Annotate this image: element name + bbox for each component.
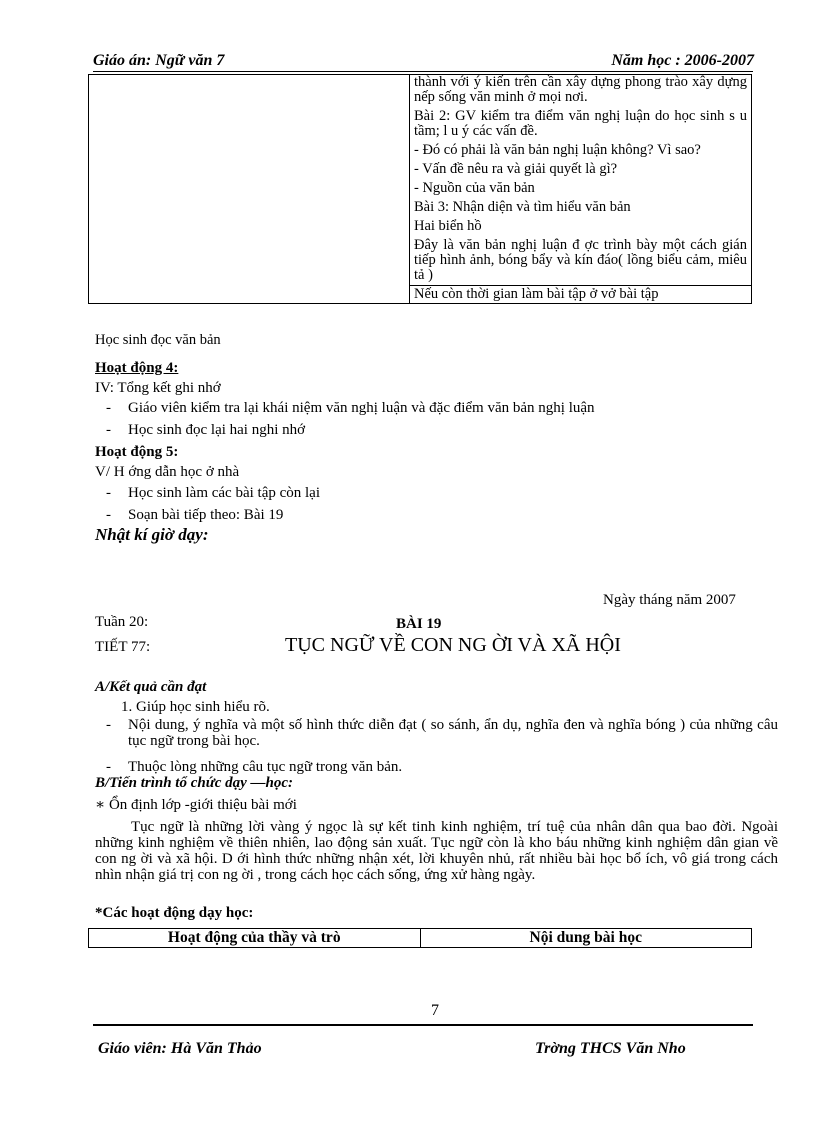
bullet-text: Học sinh làm các bài tập còn lại (128, 485, 321, 501)
stabilize-text: Ổn định lớp -giới thiệu bài mới (108, 797, 297, 813)
right-paragraph: Bài 3: Nhận diện và tìm hiểu văn bản (414, 199, 631, 215)
diary-title: Nhật kí giờ dạy: (95, 525, 209, 544)
bullet-text: Học sinh đọc lại hai nghi nhớ (128, 422, 306, 438)
bullet-dash: - (106, 759, 111, 775)
bullet-dash: - (106, 485, 111, 501)
footer-right: Trờng THCS Văn Nho (535, 1040, 686, 1057)
header-right: Năm học : 2006-2007 (611, 52, 754, 69)
lesson-number: BÀI 19 (396, 616, 442, 632)
bullet-dash: - (106, 422, 111, 438)
activities-title: *Các hoạt động dạy học: (95, 905, 254, 921)
stabilize-line (95, 795, 297, 815)
lesson-table-continued (88, 74, 752, 304)
asterisk-bullet: ∗ (95, 797, 106, 813)
right-paragraph: Hai biển hồ (414, 218, 482, 234)
table-left-text: Học sinh đọc văn bản (95, 332, 221, 348)
header-rule (93, 71, 753, 72)
table-right-last-cell (410, 286, 752, 304)
table-header-content: Nội dung bài học (420, 929, 752, 948)
bullet-text: Thuộc lòng những câu tục ngữ trong văn bản. (128, 759, 403, 775)
right-last-text: Nếu còn thời gian làm bài tập ở vở bài tập (414, 286, 659, 302)
activity4-title: Hoạt động 4: (95, 360, 179, 376)
date-line: Ngày tháng năm 2007 (603, 592, 736, 608)
lesson-title: TỤC NGỮ VỀ CON NG ỜI VÀ XÃ HỘI (285, 634, 621, 656)
activities-table (88, 928, 752, 948)
bullet-dash: - (106, 717, 111, 733)
lesson-label: TIẾT 77: (95, 639, 151, 655)
table-left-cell (89, 75, 410, 304)
bullet-text: Soạn bài tiếp theo: Bài 19 (128, 507, 284, 523)
week-label: Tuần 20: (95, 614, 149, 630)
activity5-heading: V/ H ớng dẫn học ở nhà (95, 464, 240, 480)
bullet-dash: - (106, 507, 111, 523)
page-number: 7 (431, 1002, 439, 1019)
intro-paragraph: Tục ngữ là những lời vàng ý ngọc là sự kết tinh kinh nghiệm, trí tuệ của nhân dân qua bao đời. Ngoài những kinh nghiệm về thiên nhiên, lao động sản xuất. Tục ngữ còn là kho báu những kinh nghiệm dân gian về con ng ời và xã hội. D ới hình thức những nhận xét, lời khuyên nhủ, rất nhiều bài học bổ ích, vô giá trong cách nhìn nhận giá trị con ng ời , trong cách học cách sống, ứng xử hàng ngày. (95, 819, 778, 883)
right-paragraph: - Vấn đề nêu ra và giải quyết là gì? (414, 161, 618, 177)
section-a-bullet (106, 717, 778, 749)
section-a-title: A/Kết quả cần đạt (95, 679, 207, 695)
footer-rule (93, 1024, 753, 1026)
table-right-cell (410, 75, 752, 286)
section-a-item: 1. Giúp học sinh hiểu rõ. (121, 699, 270, 715)
table-header-activities: Hoạt động của thầy và trò (89, 929, 421, 948)
bullet-text: Giáo viên kiểm tra lại khái niệm văn nghị luận và đặc điểm văn bản nghị luận (128, 400, 595, 416)
activity4-heading: IV: Tổng kết ghi nhớ (95, 380, 221, 396)
footer-left: Giáo viên: Hà Văn Thảo (98, 1040, 262, 1057)
activity5-title: Hoạt động 5: (95, 444, 179, 460)
right-paragraph: Bài 2: GV kiểm tra điểm văn nghị luận do học sinh s u tầm; l u ý các vấn đề. (414, 108, 747, 139)
right-paragraph: - Nguồn của văn bản (414, 180, 535, 196)
header-left: Giáo án: Ngữ văn 7 (93, 52, 225, 69)
bullet-text: Nội dung, ý nghĩa và một số hình thức diễn đạt ( so sánh, ẩn dụ, nghĩa đen và nghĩa bóng ) của những câu tục ngữ trong bài học. (128, 717, 778, 749)
section-b-title: B/Tiến trình tổ chức dạy —học: (95, 775, 294, 791)
right-paragraph: Đây là văn bản nghị luận đ ợc trình bày một cách gián tiếp hình ảnh, bóng bẩy và kín đáo( lồng biểu cảm, miêu tả ) (414, 237, 747, 283)
right-paragraph: - Đó có phải là văn bản nghị luận không? Vì sao? (414, 142, 701, 158)
right-paragraph: thành với ý kiến trên cần xây dựng phong trào xây dựng nếp sống văn minh ở mọi nơi. (414, 74, 747, 105)
bullet-dash: - (106, 400, 111, 416)
